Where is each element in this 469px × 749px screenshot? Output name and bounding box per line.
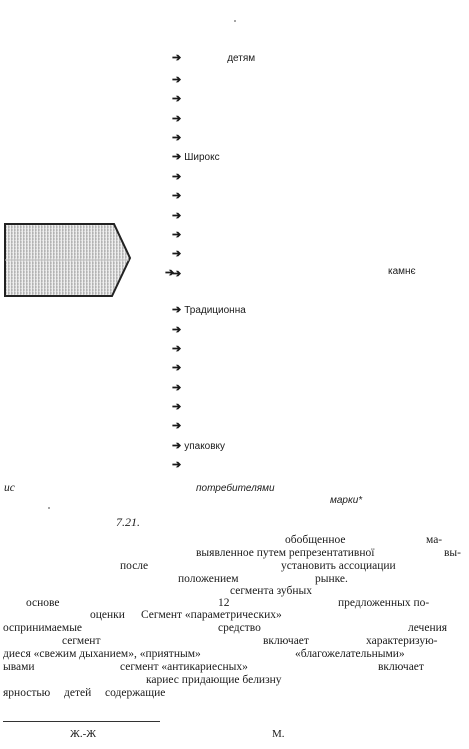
side-label: камнє <box>388 266 416 277</box>
body-line: оспринимаемые <box>3 622 83 634</box>
body-line: сегмента зубных <box>230 585 312 597</box>
arrow-right-icon: ➔ <box>172 113 182 125</box>
arrow-bullet-item <box>172 358 181 376</box>
body-line: предложенных по- <box>338 597 430 609</box>
body-line: ывами <box>3 661 35 673</box>
body-line: Сегмент «параметрических» <box>141 609 282 621</box>
body-line: сегмент «антикариесных» <box>120 661 248 673</box>
arrow-right-icon: ➔ <box>172 210 182 222</box>
body-line: включает <box>263 635 309 647</box>
arrow-right-icon: ➔ <box>172 132 182 144</box>
arrow-bullet-item <box>172 225 181 243</box>
arrow-right-icon: ➔ <box>172 190 182 202</box>
arrow-right-icon: ➔ <box>172 420 182 432</box>
caption-left: ис <box>4 482 15 494</box>
arrow-bullet-item <box>172 397 181 415</box>
footnote-right: М. <box>272 728 285 740</box>
arrow-right-icon: ➔ <box>172 229 182 241</box>
arrow-bullet-item <box>172 455 181 473</box>
body-line: кариес придающие белизну <box>146 674 282 686</box>
caption-center: потребителями <box>196 483 275 494</box>
body-line: диеся «свежим дыханием», «приятным» <box>3 648 201 660</box>
body-line: детей <box>64 687 92 699</box>
body-line: обобщенное <box>285 534 346 546</box>
body-line: 12 <box>218 597 230 609</box>
arrow-right-icon: ➔ <box>172 74 182 86</box>
arrow-bullet-item <box>172 186 181 204</box>
body-line: сегмент <box>62 635 101 647</box>
body-line: «благожелательными» <box>295 648 405 660</box>
body-line: выявленное путем репрезентативної <box>196 547 375 559</box>
arrow-bullet-item <box>172 436 225 454</box>
arrow-bullet-item <box>172 339 181 357</box>
bullet-label: детям <box>227 53 256 64</box>
arrow-right-icon: ➔ <box>172 151 182 163</box>
arrow-bullet-item <box>172 167 181 185</box>
body-line: оценки <box>90 609 125 621</box>
body-line: лечения <box>408 622 448 634</box>
body-line: включает <box>378 661 424 673</box>
arrow-right-icon: ➔ <box>172 382 182 394</box>
arrow-bullet-item <box>172 206 181 224</box>
body-line: рынке. <box>315 573 348 585</box>
arrow-bullet-item <box>165 263 174 281</box>
arrow-bullet-item <box>172 109 181 127</box>
arrow-right-icon: ➔ <box>172 343 182 355</box>
arrow-right-icon: ➔ <box>172 459 182 471</box>
body-line: средство <box>218 622 261 634</box>
caption-right: марки* <box>330 495 363 506</box>
bullet-label: Традиционна <box>184 305 246 316</box>
arrow-bullet-item <box>172 128 181 146</box>
arrow-bullet-item <box>172 244 181 262</box>
arrow-bullet-item <box>172 300 246 318</box>
footnote-rule <box>3 721 160 722</box>
arrow-right-icon: ➔ <box>172 440 182 452</box>
arrow-right-icon: ➔ <box>172 171 182 183</box>
arrow-right-icon: ➔ <box>172 268 182 280</box>
arrow-bullet-item <box>172 89 181 107</box>
scan-speck <box>48 507 50 509</box>
arrow-right-icon: ➔ <box>172 401 182 413</box>
arrow-bullet-item <box>172 378 181 396</box>
arrow-bullet-item <box>172 147 220 165</box>
arrow-right-icon: ➔ <box>172 324 182 336</box>
chevron-box-figure <box>2 220 132 300</box>
body-line: характеризую- <box>366 635 438 647</box>
body-line: содержащие <box>105 687 166 699</box>
figure-label: 7.21. <box>116 515 140 529</box>
arrow-right-icon: ➔ <box>172 93 182 105</box>
body-line: положением <box>178 573 239 585</box>
arrow-right-icon: ➔ <box>165 267 175 279</box>
arrow-bullet-item <box>172 48 255 66</box>
bullet-label: упаковку <box>184 441 226 452</box>
body-line: основе <box>26 597 60 609</box>
arrow-bullet-item <box>172 416 181 434</box>
body-line: вы- <box>444 547 461 559</box>
arrow-bullet-item <box>172 70 181 88</box>
scan-speck <box>234 20 236 22</box>
body-line: ма- <box>426 534 443 546</box>
arrow-right-icon: ➔ <box>172 304 182 316</box>
body-line: ярностью <box>3 687 51 699</box>
bullet-label: Широкс <box>184 152 220 163</box>
arrow-right-icon: ➔ <box>172 248 182 260</box>
footnote-left: Ж.-Ж <box>70 728 97 740</box>
body-line: установить ассоциации <box>281 560 396 572</box>
arrow-right-icon: ➔ <box>172 52 182 64</box>
arrow-bullet-item <box>172 320 181 338</box>
body-line: после <box>120 560 149 572</box>
arrow-right-icon: ➔ <box>172 362 182 374</box>
